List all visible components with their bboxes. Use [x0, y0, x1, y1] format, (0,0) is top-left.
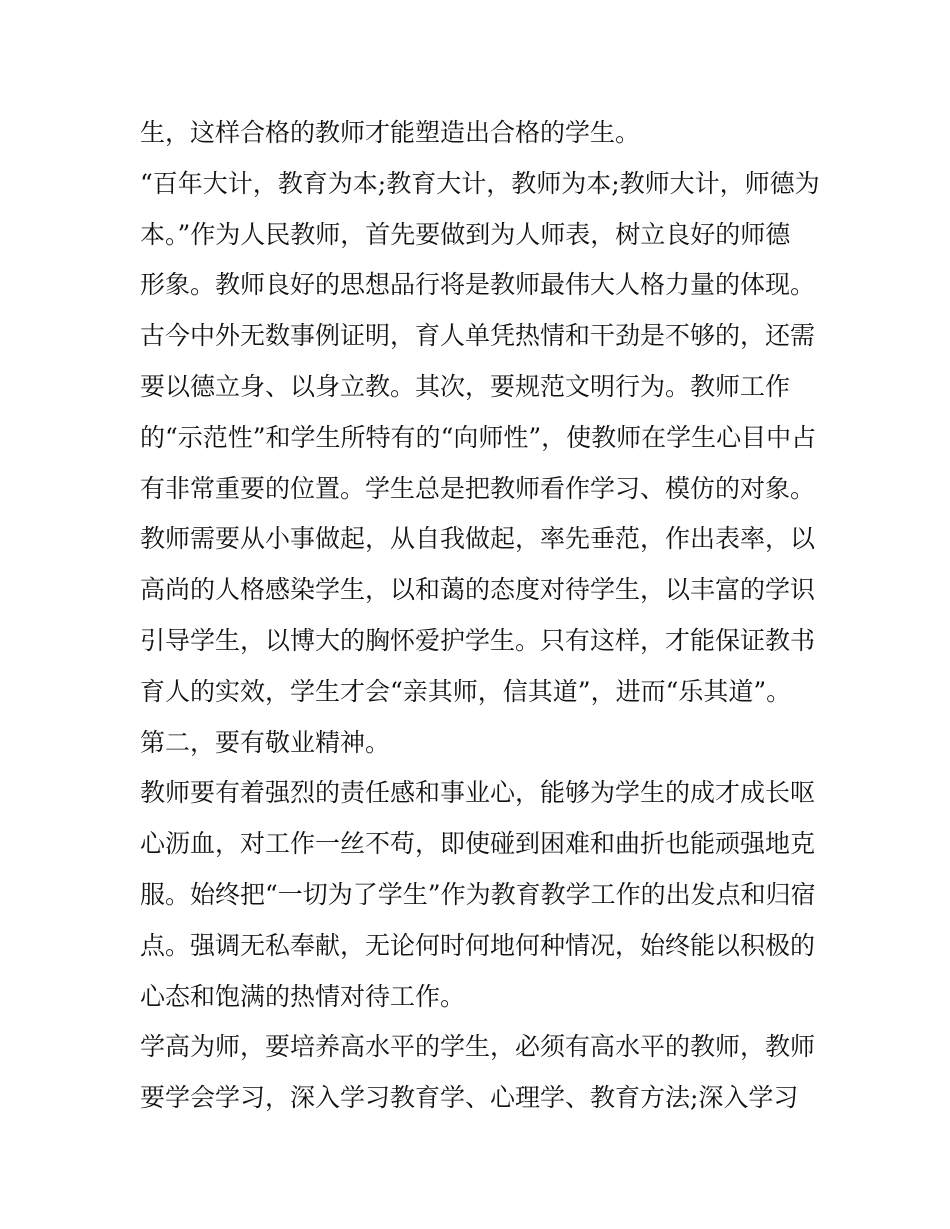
text-line: 有非常重要的位置。学生总是把教师看作学习、模仿的对象。 [140, 473, 816, 503]
text-line: “百年大计，教育为本;教育大计，教师为本;教师大计，师德为 [140, 168, 820, 198]
text-line: 形象。教师良好的思想品行将是教师最伟大人格力量的体现。 [140, 270, 816, 300]
text-line: 教师要有着强烈的责任感和事业心，能够为学生的成才成长呕 [140, 778, 816, 808]
text-line: 点。强调无私奉献，无论何时何地何种情况，始终能以积极的 [140, 930, 816, 960]
text-line: 本。”作为人民教师，首先要做到为人师表，树立良好的师德 [140, 219, 791, 249]
text-line: 的“示范性”和学生所特有的“向师性”，使教师在学生心目中占 [140, 422, 817, 452]
body-text [140, 108, 820, 1124]
text-line: 要以德立身、以身立教。其次，要规范文明行为。教师工作 [140, 371, 791, 401]
text-line: 古今中外无数事例证明，育人单凭热情和干劲是不够的，还需 [140, 321, 816, 351]
text-line: 学高为师，要培养高水平的学生，必须有高水平的教师，教师 [140, 1032, 816, 1062]
text-line: 心态和饱满的热情对待工作。 [140, 981, 466, 1011]
section-heading: 第二，要有敬业精神。 [140, 727, 391, 757]
text-line: 教师需要从小事做起，从自我做起，率先垂范，作出表率，以 [140, 524, 816, 554]
text-line: 引导学生，以博大的胸怀爱护学生。只有这样，才能保证教书 [140, 625, 816, 655]
text-line: 心沥血，对工作一丝不苟，即使碰到困难和曲折也能顽强地克 [140, 829, 816, 859]
text-line: 要学会学习，深入学习教育学、心理学、教育方法;深入学习 [140, 1083, 799, 1113]
text-line: 服。始终把“一切为了学生”作为教育教学工作的出发点和归宿 [140, 879, 816, 909]
text-line: 育人的实效，学生才会“亲其师，信其道”，进而“乐其道”。 [140, 676, 792, 706]
text-line: 生，这样合格的教师才能塑造出合格的学生。 [140, 118, 641, 147]
text-line: 高尚的人格感染学生，以和蔼的态度对待学生，以丰富的学识 [140, 575, 816, 605]
